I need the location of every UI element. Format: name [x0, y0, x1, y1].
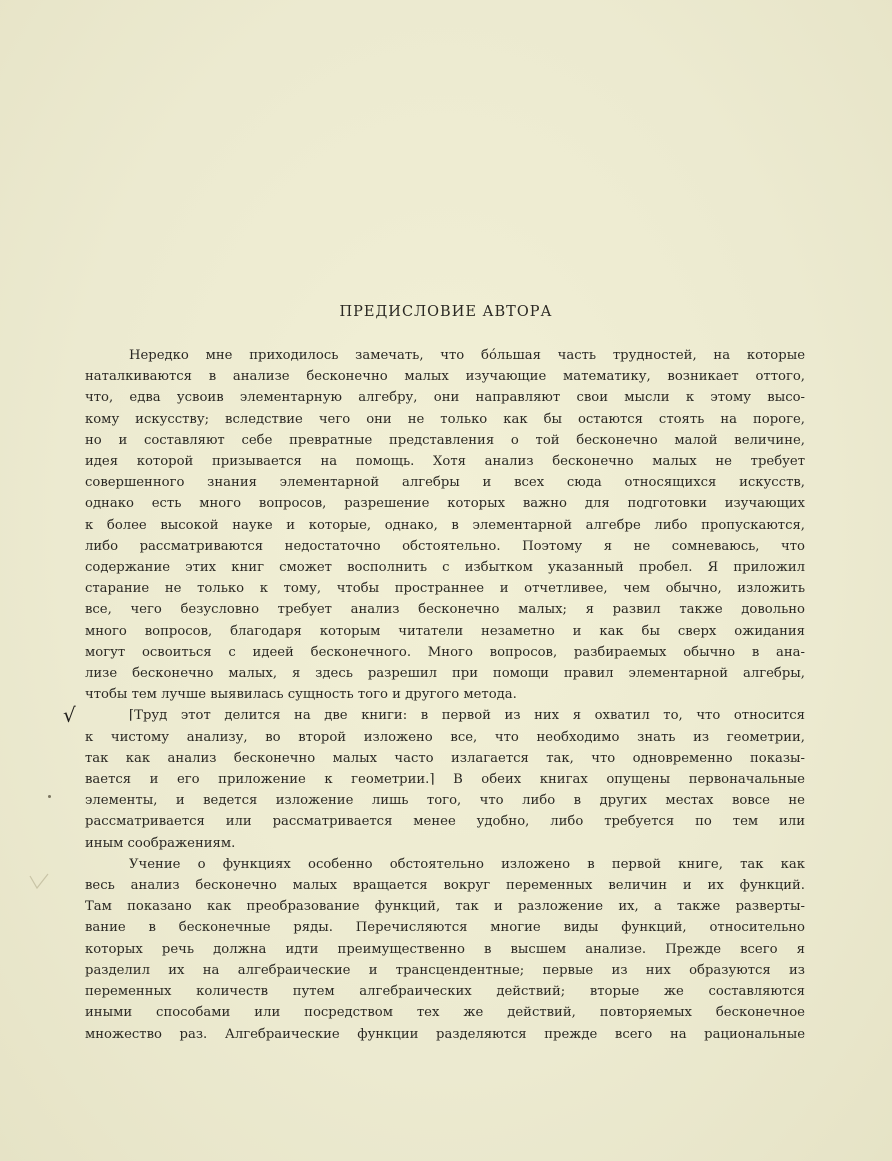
text-line: иным соображениям. — [85, 835, 236, 851]
text-line: чтобы тем лучше выявилась сущность того и другого метода. — [85, 687, 517, 703]
paragraph-2 — [85, 705, 805, 853]
text-line: старание не только к тому, чтобы пространнее и отчетливее, чем обычно, изложить — [85, 581, 805, 597]
text-line: разделил их на алгебраические и трансцендентные; первые из них образуются из — [85, 962, 805, 978]
text-line: либо рассматриваются недостаточно обстоятельно. Поэтому я не сомневаюсь, что — [85, 538, 805, 554]
text-line: к чистому анализу, во второй изложено все, что необходимо знать из геометрии, — [85, 729, 805, 745]
text-line: однако есть много вопросов, разрешение которых важно для подготовки изучающих — [85, 496, 805, 512]
text-line: могут освоиться с идеей бесконечного. Много вопросов, разбираемых обычно в ана- — [85, 644, 805, 660]
text-line: наталкиваются в анализе бесконечно малых изучающие математику, возникает оттого, — [85, 369, 805, 385]
text-line: совершенного знания элементарной алгебры и всех сюда относящихся искусств, — [85, 475, 805, 491]
text-line: к более высокой науке и которые, однако, в элементарной алгебре либо пропускаются, — [85, 517, 805, 533]
text-line: вается и его приложение к геометрии.⌉ В обеих книгах опущены первоначальные — [85, 772, 805, 788]
text-line: кому искусству; вследствие чего они не только как бы остаются стоять на пороге, — [85, 411, 805, 427]
text-line: так как анализ бесконечно малых часто излагается так, что одновременно показы- — [85, 750, 805, 766]
text-line: лизе бесконечно малых, я здесь разрешил при помощи правил элементарной алгебры, — [85, 666, 805, 682]
text-line: Там показано как преобразование функций, так и разложение их, а также разверты- — [85, 899, 805, 915]
page-title: ПРЕДИСЛОВИЕ АВТОРА — [339, 304, 553, 320]
text-line: которых речь должна идти преимущественно в высшем анализе. Прежде всего я — [85, 941, 805, 957]
text-line: ⌈Труд этот делится на две книги: в первой из них я охватил то, что относится — [129, 708, 805, 724]
text-line: вание в бесконечные ряды. Перечисляются многие виды функций, относительно — [85, 920, 805, 936]
faint-pencil-mark — [28, 872, 50, 892]
text-line: множество раз. Алгебраические функции разделяются прежде всего на рациональные — [85, 1026, 805, 1042]
text-line: идея которой призывается на помощь. Хотя анализ бесконечно малых не требует — [85, 454, 805, 470]
body-text — [85, 345, 805, 1045]
text-line: иными способами или посредством тех же действий, повторяемых бесконечное — [85, 1005, 805, 1021]
handwritten-check-mark: √ — [63, 703, 76, 727]
text-line: но и составляют себе превратные представления о той бесконечно малой величине, — [85, 432, 805, 448]
text-line: весь анализ бесконечно малых вращается вокруг переменных величин и их функций. — [85, 878, 805, 894]
paragraph-1 — [85, 345, 805, 705]
text-line: рассматривается или рассматривается менее удобно, либо требуется по тем или — [85, 814, 805, 830]
text-line: много вопросов, благодаря которым читатели незаметно и как бы сверх ожидания — [85, 623, 805, 639]
text-line: переменных количеств путем алгебраических действий; вторые же составляются — [85, 984, 805, 1000]
text-line: что, едва усвоив элементарную алгебру, они направляют свои мысли к этому высо- — [85, 390, 805, 406]
text-line: элементы, и ведется изложение лишь того, что либо в других местах вовсе не — [85, 793, 805, 809]
text-line: все, чего безусловно требует анализ бесконечно малых; я развил также довольно — [85, 602, 805, 618]
text-line: Учение о функциях особенно обстоятельно изложено в первой книге, так как — [129, 856, 805, 872]
paragraph-3 — [85, 854, 805, 1045]
text-line: Нередко мне приходилось замечать, что бóльшая часть трудностей, на которые — [129, 348, 805, 363]
text-line: содержание этих книг сможет восполнить с избытком указанный пробел. Я приложил — [85, 560, 805, 576]
margin-dot — [48, 795, 51, 798]
